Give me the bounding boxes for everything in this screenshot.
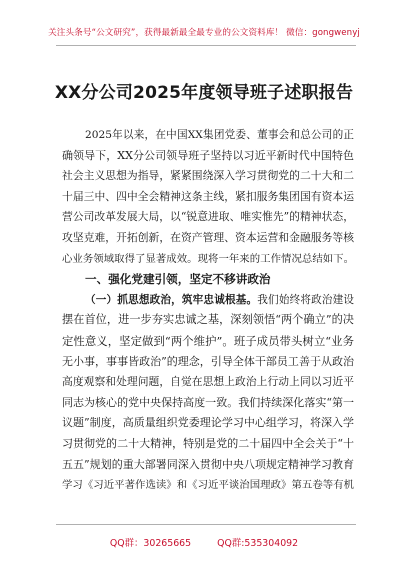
body-line: 营公司改革发展大局，以“锐意进取、唯实惟先”的精神状态， [62,210,354,224]
footer-divider [56,524,356,525]
body-line: 社会主义思想为指导，紧紧围绕深入学习贯彻党的二十大和二 [62,169,354,183]
header-divider [56,45,356,46]
body-line: 定性意义，坚定做到“两个维护”。班子成员带头树立“业务 [62,333,354,348]
section-heading: 一、强化党建引领，坚定不移讲政治 [85,272,271,287]
footer-qq-group-2: QQ群:535304092 [217,538,299,549]
body-line: 十届三中、四中全会精神这条主线，紧扣服务集团国有资本运 [62,189,354,203]
body-line: 确领导下，XX分公司领导班子坚持以习近平新时代中国特色 [62,148,354,162]
document-title: XX分公司2025年度领导班子述职报告 [54,83,354,103]
body-line: 议题”制度，高质量组织党委理论学习中心组学习，将深入学 [62,416,354,430]
body-line: 同志为核心的党中央保持高度一致。我们持续深化落实“第一 [62,395,354,409]
footer-contacts [0,535,408,549]
body-line: 五五”规划的重大部署同深入贯彻中央八项规定精神学习教育 [62,457,354,471]
body-line: 习贯彻党的二十大精神，特别是党的二十届四中全会关于“十 [62,436,354,450]
body-line: 攻坚克难，开拓创新，在资产管理、资本运营和金融服务等核 [62,230,354,244]
body-line: 无小事，事事皆政治”的理念，引导全体干部员工善于从政治 [62,354,354,368]
body-line: 心业务领域取得了显著成效。现将一年来的工作情况总结如下。 [62,252,354,265]
document-body [62,125,354,496]
body-line: 学习《习近平著作选读》和《习近平谈治国理政》第五卷等有机 [62,479,354,492]
body-line: 高度观察和处理问题，自觉在思想上政治上行动上同以习近平 [62,375,354,389]
subsection-label: （一）抓思想政治，筑牢忠诚根基。 [85,293,258,306]
body-line: 2025年以来，在中国XX集团党委、董事会和总公司的正 [85,129,354,141]
subsection-first-text: 我们始终将政治建设 [257,293,354,306]
header-promo: 关注头条号“公文研究”，获得最新最全最专业的公文资料库！ 微信：gongwenyj [48,28,360,38]
footer-qq-group-1: QQ群：30265665 [109,538,192,549]
body-line: 摆在首位，进一步夯实忠诚之基，深刻领悟“两个确立”的决 [62,313,354,327]
subsection-first-line [62,290,354,311]
